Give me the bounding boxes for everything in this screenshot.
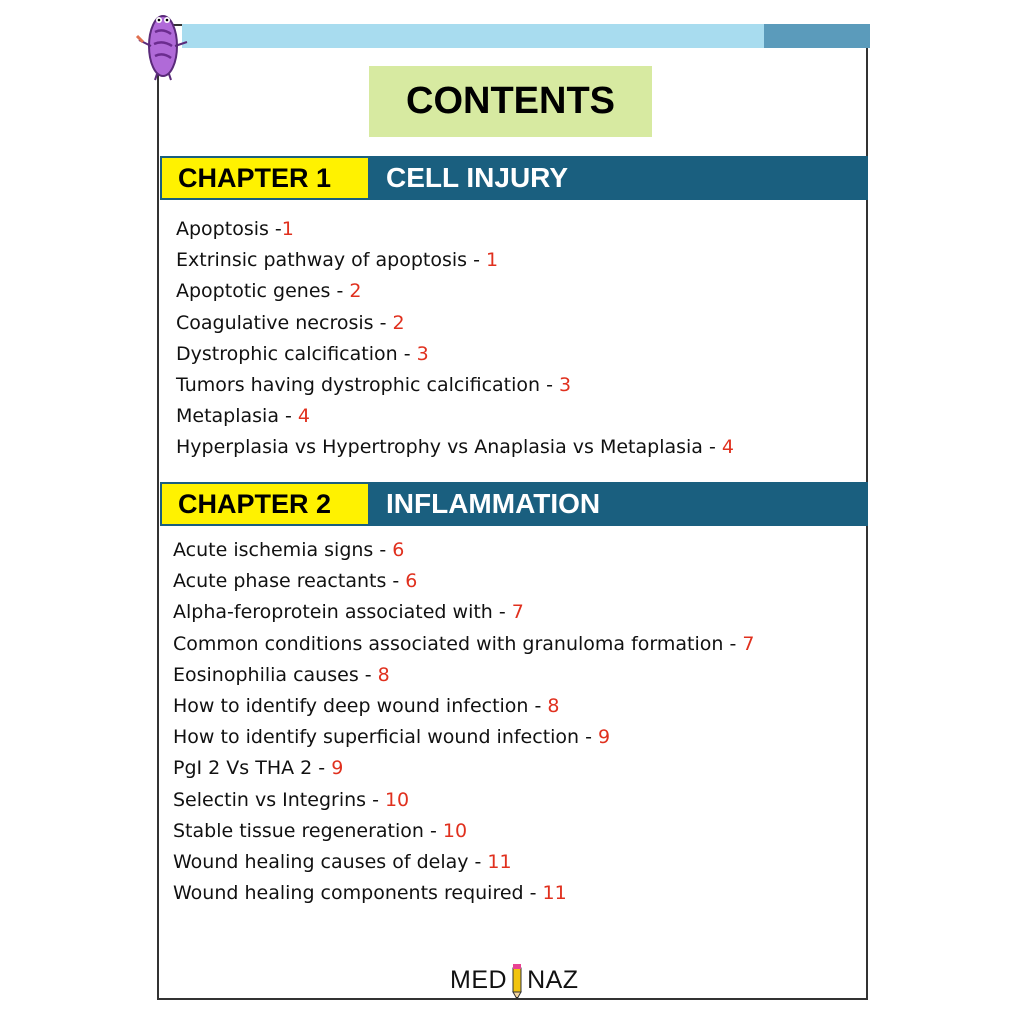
toc-page-number: 9: [331, 757, 344, 780]
chapter-number: CHAPTER 2: [160, 482, 370, 526]
toc-topic: Alpha-feroprotein associated with -: [173, 601, 512, 624]
toc-entry: [176, 214, 734, 245]
chapter-number: CHAPTER 1: [160, 156, 370, 200]
toc-entry: [176, 339, 734, 370]
toc-topic: Coagulative necrosis -: [176, 311, 393, 334]
toc-entry: [173, 629, 754, 660]
toc-page-number: 6: [392, 539, 405, 561]
chapter-1-topic-list: [176, 214, 734, 464]
toc-topic: Common conditions associated with granuloma formation -: [173, 632, 743, 655]
toc-topic: Dystrophic calcification -: [176, 342, 417, 365]
toc-page-number: 1: [281, 218, 294, 240]
toc-page-number: 7: [511, 601, 524, 624]
toc-entry: [176, 308, 734, 339]
pencil-icon: [508, 960, 526, 1000]
toc-page-number: 8: [547, 694, 560, 717]
toc-topic: Wound healing causes of delay -: [173, 850, 488, 873]
toc-entry: [173, 597, 754, 628]
toc-page-number: 10: [442, 819, 468, 842]
chapter-title: CELL INJURY: [370, 156, 868, 200]
toc-topic: PgI 2 Vs THA 2 -: [173, 757, 332, 780]
toc-page-number: 1: [485, 249, 499, 272]
toc-topic: Acute ischemia signs -: [173, 539, 393, 561]
toc-topic: Extrinsic pathway of apoptosis -: [176, 249, 486, 272]
toc-entry: [176, 276, 734, 307]
toc-entry: [173, 722, 754, 753]
toc-entry: [173, 847, 754, 878]
toc-page-number: 4: [721, 436, 734, 459]
contents-title: CONTENTS: [369, 66, 652, 137]
chapter-2-header: [160, 482, 868, 526]
toc-topic: Apoptotic genes -: [176, 280, 350, 303]
toc-topic: How to identify superficial wound infection -: [173, 726, 599, 749]
toc-page-number: 9: [598, 726, 611, 749]
toc-topic: Apoptosis -: [176, 218, 282, 240]
toc-page-number: 8: [377, 663, 390, 686]
toc-page-number: 4: [297, 405, 311, 428]
toc-page-number: 11: [487, 850, 512, 873]
toc-page-number: 3: [416, 342, 429, 365]
toc-topic: Metaplasia -: [176, 405, 298, 428]
logo-text-right: NAZ: [527, 965, 579, 994]
toc-entry: [173, 660, 754, 691]
toc-entry: [173, 566, 754, 597]
top-banner-accent: [764, 24, 870, 48]
toc-page-number: 10: [384, 788, 410, 811]
logo-text-left: MED: [450, 965, 508, 994]
toc-entry: [176, 245, 734, 276]
toc-topic: Stable tissue regeneration -: [173, 819, 443, 842]
toc-topic: Eosinophilia causes -: [173, 663, 378, 686]
toc-entry: [173, 785, 754, 816]
toc-topic: Selectin vs Integrins -: [173, 788, 385, 811]
toc-page-number: 3: [559, 373, 572, 396]
toc-entry: [173, 816, 754, 847]
toc-entry: [176, 370, 734, 401]
chapter-2-topic-list: [173, 535, 754, 909]
toc-entry: [176, 432, 734, 463]
chapter-1-header: [160, 156, 868, 200]
toc-topic: Wound healing components required -: [173, 882, 543, 905]
top-banner-bar: [182, 24, 764, 48]
toc-entry: [173, 535, 754, 566]
toc-page-number: 11: [542, 882, 567, 905]
toc-entry: [173, 878, 754, 909]
toc-page-number: 6: [405, 570, 418, 593]
toc-page-number: 2: [349, 280, 362, 303]
toc-topic: Tumors having dystrophic calcification -: [176, 373, 560, 396]
toc-entry: [173, 691, 754, 722]
toc-topic: Acute phase reactants -: [173, 570, 406, 593]
toc-entry: [176, 401, 734, 432]
toc-topic: How to identify deep wound infection -: [173, 694, 548, 717]
chapter-title: INFLAMMATION: [370, 482, 868, 526]
toc-entry: [173, 753, 754, 784]
toc-page-number: 2: [392, 311, 405, 334]
mascot-icon: [133, 2, 193, 82]
brand-logo: [450, 960, 579, 1000]
toc-page-number: 7: [742, 632, 755, 655]
toc-topic: Hyperplasia vs Hypertrophy vs Anaplasia vs Metaplasia -: [176, 436, 722, 459]
